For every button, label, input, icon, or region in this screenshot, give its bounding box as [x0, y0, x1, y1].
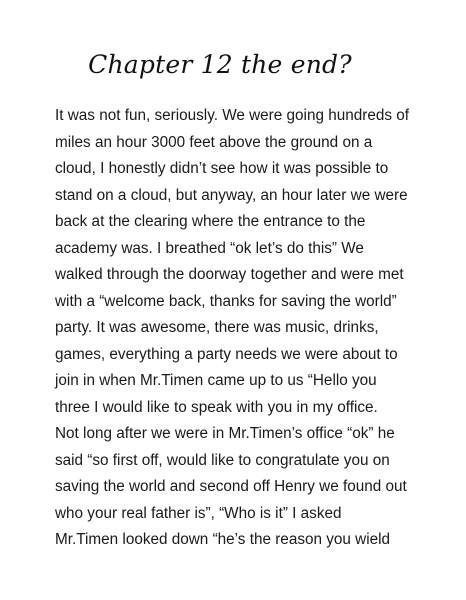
text-line: walked through the doorway together and were met [55, 266, 404, 283]
text-line: with a “welcome back, thanks for saving the world” [55, 292, 397, 310]
text-line: saving the world and second off Henry we found out [55, 478, 407, 495]
text-line: said “so first off, would like to congratulate you on [55, 451, 390, 469]
text-line: cloud, I honestly didn’t see how it was possible to [55, 160, 389, 177]
paragraph [55, 421, 425, 554]
chapter-title: Chapter 12 the end? [88, 50, 352, 79]
text-line: three I would like to speak with you in my office. [55, 398, 378, 416]
text-line: Not long after we were in Mr.Timen’s office “ok” he [55, 425, 395, 442]
text-line: games, everything a party needs we were about to [55, 345, 398, 363]
text-line: back at the clearing where the entrance to the [55, 213, 366, 230]
text-line: miles an hour 3000 feet above the ground on a [55, 133, 373, 151]
text-line: Mr.Timen looked down “he’s the reason you wield [55, 531, 391, 548]
text-line: stand on a cloud, but anyway, an hour later we were [55, 186, 408, 204]
paragraph [55, 103, 425, 421]
text-line: who your real father is”, “Who is it” I asked [55, 504, 342, 522]
text-line: party. It was awesome, there was music, drinks, [55, 319, 379, 336]
text-line: join in when Mr.Timen came up to us “Hello you [55, 372, 377, 389]
text-line: academy was. I breathed “ok let’s do this” We [55, 239, 364, 257]
text-line: It was not fun, seriously. We were going hundreds of [55, 107, 410, 124]
